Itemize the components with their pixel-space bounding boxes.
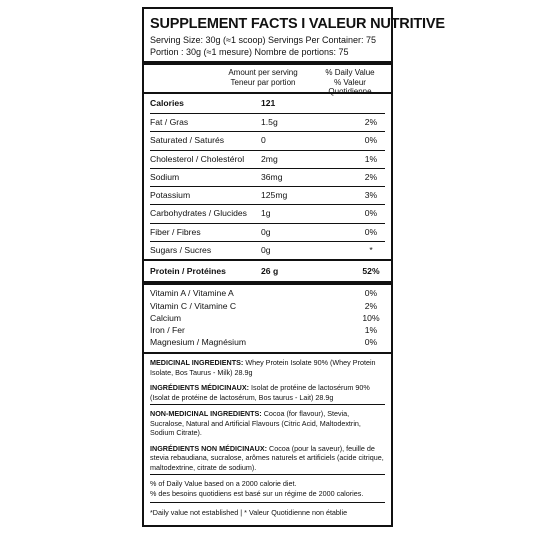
vitamin-dv: 0%: [364, 337, 378, 348]
nutrient-label: Sugars / Sucres: [150, 245, 212, 256]
ingredients-heading: NON-MEDICINAL INGREDIENTS:: [150, 409, 262, 419]
ingredients-text: Cocoa (pour la saveur), feuille de stevia rebaudiana, sucralose, arômes naturels et artificiels (acide citrique, maltodextrine, citrate de sodium).: [150, 443, 384, 472]
nutrient-dv: 0%: [364, 226, 378, 237]
ingredients-heading: MEDICINAL INGREDIENTS:: [150, 358, 244, 368]
footnote: *Daily value not established | * Valeur Quotidienne non établie: [150, 508, 348, 518]
medicinal-ingredients: [150, 354, 385, 379]
serving-size-fr: Portion : 30g (≈1 mesure) Nombre de portions: 75: [150, 46, 349, 57]
vitamin-label: Vitamin C / Vitamine C: [150, 300, 237, 311]
ingredients-text: Whey Protein Isolate 90% (Whey Protein Isolate, Bos Taurus - Milk) 28.9g: [150, 358, 376, 377]
amount-header: [224, 68, 302, 87]
nutrient-dv: 1%: [364, 153, 378, 164]
nutrient-amount: 2mg: [261, 153, 278, 164]
nutrient-amount: 125mg: [261, 190, 288, 201]
protein-row: [150, 261, 385, 281]
vitamins-section: [150, 285, 385, 352]
vitamin-label: Iron / Fer: [150, 324, 185, 335]
nutrient-label: Fat / Gras: [150, 117, 189, 127]
amount-header-en: Amount per serving: [228, 68, 298, 77]
nonmedicinal-ingredients-fr: [150, 440, 385, 475]
calories-label: Calories: [150, 98, 184, 108]
column-header: [150, 65, 385, 96]
nutrient-dv: 0%: [364, 208, 378, 219]
ingredients-heading: INGRÉDIENTS MÉDICINAUX:: [150, 383, 250, 393]
mineral-row-calcium: [150, 312, 385, 324]
nutrient-row-saturated: [150, 132, 385, 149]
nutrient-row-fat: [150, 114, 385, 131]
nutrient-dv: 3%: [364, 190, 378, 201]
nutrient-amount: 1.5g: [261, 117, 278, 127]
nutrient-amount: 1g: [261, 208, 271, 219]
nutrient-label: Fiber / Fibres: [150, 226, 201, 237]
ingredients-text: Cocoa (for flavour), Stevia, Sucralose, Natural and Artificial Flavours (Citric Acid, Maltodextrin, Sodium Citrate).: [150, 409, 361, 438]
nutrient-row-cholesterol: [150, 151, 385, 168]
nutrient-row-fiber: [150, 224, 385, 241]
nutrient-row-potassium: [150, 187, 385, 204]
nonmedicinal-ingredients: [150, 405, 385, 440]
ingredients-heading: INGRÉDIENTS NON MÉDICINAUX:: [150, 443, 268, 453]
nutrient-row-carbohydrates: [150, 205, 385, 222]
nutrient-label: Saturated / Saturés: [150, 135, 225, 146]
protein-amount: 26 g: [261, 266, 279, 277]
vitamin-dv: 0%: [364, 288, 378, 299]
nutrient-amount: 36mg: [261, 171, 283, 182]
nutrient-dv: *: [369, 245, 373, 256]
nutrient-amount: 0: [261, 135, 266, 146]
vitamin-dv: 10%: [362, 312, 380, 323]
protein-dv: 52%: [362, 266, 380, 277]
nutrient-row-sodium: [150, 169, 385, 186]
amount-header-fr: Teneur par portion: [230, 77, 296, 87]
dv-header: [312, 68, 388, 97]
supplement-facts-label: [142, 7, 445, 527]
dv-header-en: % Daily Value: [325, 68, 375, 77]
vitamin-dv: 2%: [364, 300, 378, 311]
nutrient-dv: 0%: [364, 135, 378, 146]
nutrient-dv: 2%: [364, 117, 378, 127]
dv-header-fr: % Valeur Quotidienne: [328, 77, 372, 96]
vitamin-label: Calcium: [150, 312, 182, 323]
serving-size-en: Serving Size: 30g (≈1 scoop) Servings Per Container: 75: [150, 35, 377, 45]
vitamin-label: Vitamin A / Vitamine A: [150, 288, 234, 299]
nutrient-label: Cholesterol / Cholestérol: [150, 153, 245, 164]
nutrient-amount: 0g: [261, 226, 271, 237]
daily-value-note-fr: % des besoins quotidiens est basé sur un régime de 2000 calories.: [150, 488, 364, 498]
vitamin-label: Magnesium / Magnésium: [150, 337, 247, 348]
nutrient-amount: 0g: [261, 245, 271, 256]
daily-value-note: [150, 475, 385, 502]
ingredients-text: Isolat de protéine de lactosérum 90% (Isolat de protéine de lactosérum, Bos taurus - Lait) 28.9g: [150, 383, 370, 402]
label-title: SUPPLEMENT FACTS I VALEUR NUTRITIVE: [150, 16, 445, 32]
daily-value-note-en: % of Daily Value based on a 2000 calorie diet.: [150, 479, 297, 489]
vitamin-row-c: [150, 300, 385, 312]
protein-label: Protein / Protéines: [150, 266, 226, 277]
calories-row: [150, 94, 385, 113]
nutrient-label: Carbohydrates / Glucides: [150, 208, 247, 219]
nutrient-dv: 2%: [364, 171, 378, 182]
nutrient-label: Sodium: [150, 171, 180, 182]
medicinal-ingredients-fr: [150, 379, 385, 404]
vitamin-row-a: [150, 287, 385, 299]
calories-amount: 121: [261, 98, 276, 108]
nutrient-label: Potassium: [150, 190, 191, 201]
vitamin-dv: 1%: [364, 324, 378, 335]
mineral-row-iron: [150, 324, 385, 336]
mineral-row-magnesium: [150, 336, 385, 348]
nutrient-row-sugars: [150, 242, 385, 259]
